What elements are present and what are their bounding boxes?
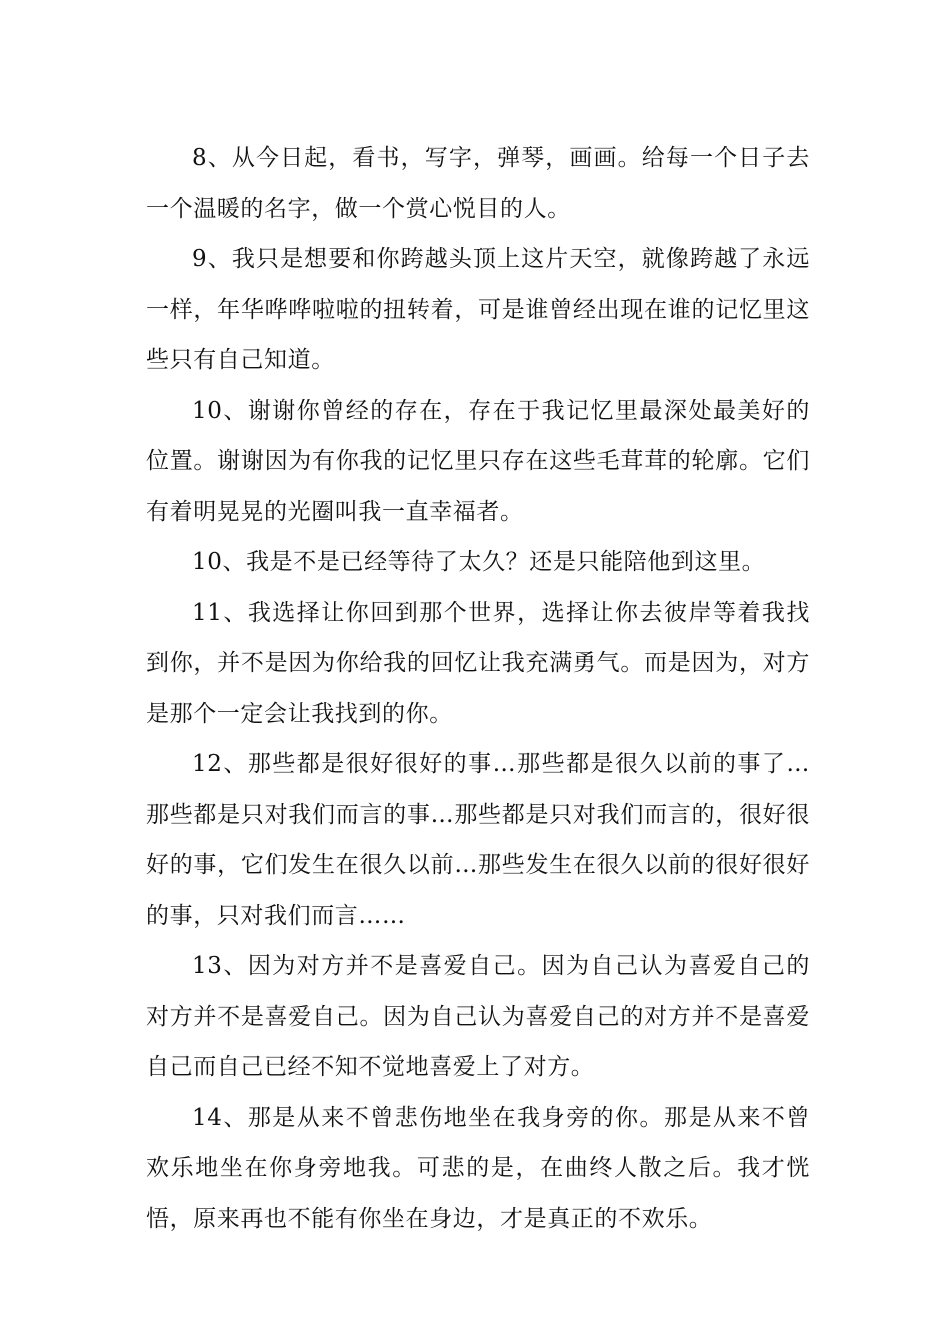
paragraph-14: 14、那是从来不曾悲伤地坐在我身旁的你。那是从来不曾欢乐地坐在你身旁地我。可悲的是，在曲终人散之后。我才恍悟，原来再也不能有你坐在身边，才是真正的不欢乐。: [146, 1104, 810, 1232]
paragraph-11: 11、我选择让你回到那个世界，选择让你去彼岸等着我找到你，并不是因为你给我的回忆让我充满勇气。而是因为，对方是那个一定会让我找到的你。: [146, 599, 810, 727]
paragraph-9: 9、我只是想要和你跨越头顶上这片天空，就像跨越了永远一样，年华哗哗啦啦的扭转着，可是谁曾经出现在谁的记忆里这些只有自己知道。: [146, 246, 810, 373]
document-body: [146, 133, 810, 1244]
paragraph-13: 13、因为对方并不是喜爱自己。因为自己认为喜爱自己的对方并不是喜爱自己。因为自己认为喜爱自己的对方并不是喜爱自己而自己已经不知不觉地喜爱上了对方。: [146, 953, 810, 1080]
paragraph-10b: 10、我是不是已经等待了太久？还是只能陪他到这里。: [192, 549, 766, 575]
paragraph-8: 8、从今日起，看书，写字，弹琴，画画。给每一个日子去一个温暖的名字，做一个赏心悦目的人。: [146, 145, 810, 222]
paragraph-10a: 10、谢谢你曾经的存在，存在于我记忆里最深处最美好的位置。谢谢因为有你我的记忆里只存在这些毛茸茸的轮廓。它们有着明晃晃的光圈叫我一直幸福者。: [146, 397, 810, 525]
paragraph-12: 12、那些都是很好很好的事…那些都是很久以前的事了…那些都是只对我们而言的事…那些都是只对我们而言的，很好很好的事，它们发生在很久以前…那些发生在很久以前的很好很好的事，只对我们而言……: [146, 751, 810, 929]
